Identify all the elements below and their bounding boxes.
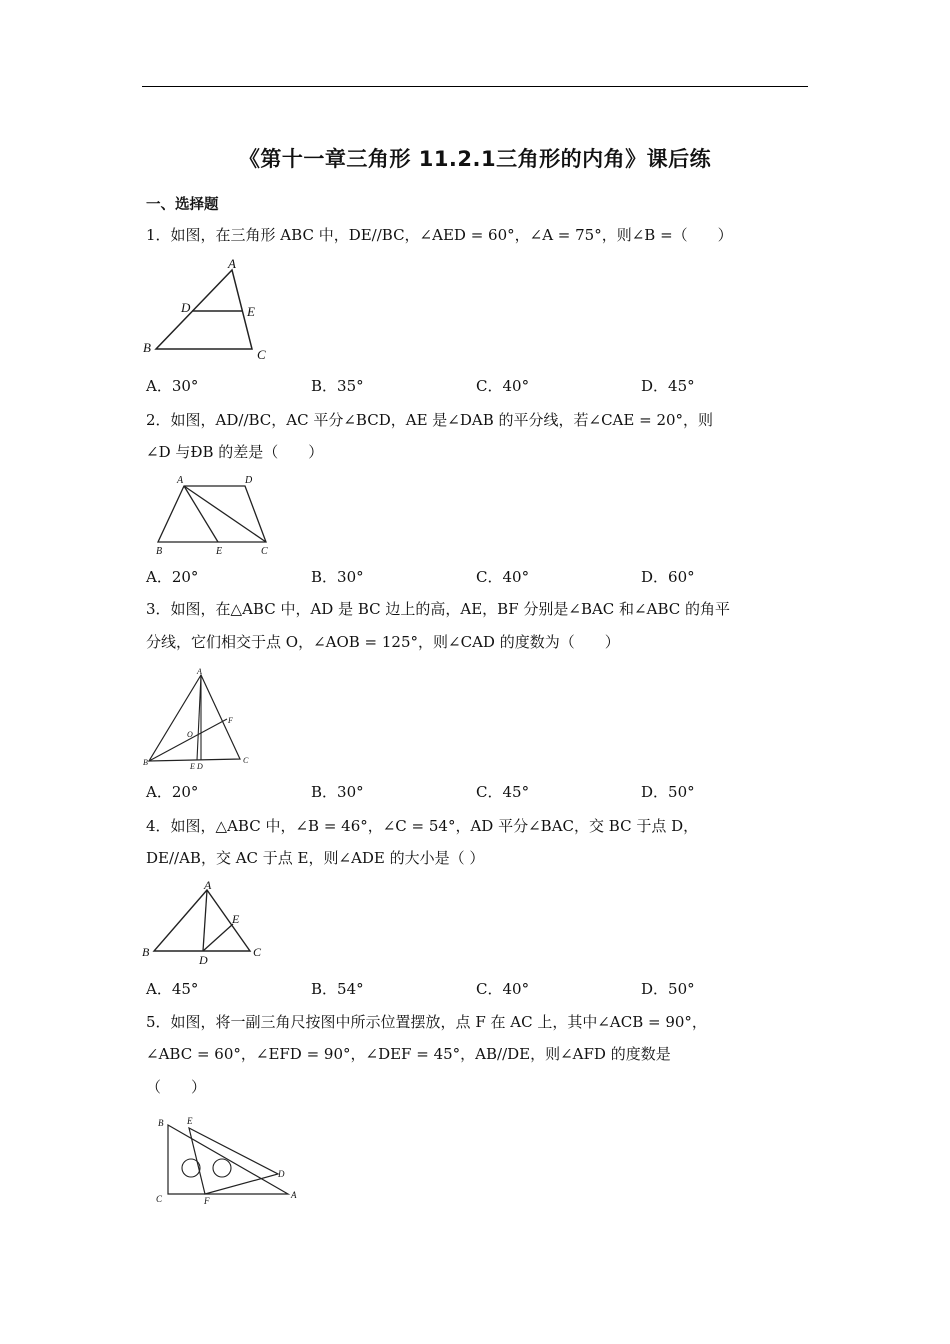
option-d[interactable]: D．45° [641,377,695,395]
question-5-figure [150,1112,305,1212]
option-a[interactable]: A．30° [146,377,199,395]
option-b[interactable]: B．30° [311,568,364,586]
figure-label: F [204,1196,210,1206]
figure-label: E [190,762,195,771]
question-5-text-line-3: （ ） [146,1078,207,1096]
figure-label: D [181,300,191,315]
figure-label: A [291,1190,297,1200]
figure-label: E [187,1116,193,1126]
figure-label: C [257,347,266,362]
section-heading: 一、选择题 [146,197,219,213]
question-3-options [146,781,846,803]
figure-label: E [247,304,255,319]
figure-label: F [228,716,233,725]
question-3-figure [140,666,255,774]
header-rule [142,86,808,87]
figure-label: B [143,758,148,767]
figure-label: B [158,1118,164,1128]
figure-label: A [177,475,184,486]
question-3-text-line-1: 3．如图，在△ABC 中，AD 是 BC 边上的高，AE，BF 分别是∠BAC 和∠ABC 的角平 [146,600,730,618]
figure-label: E [216,546,223,557]
figure-label: D [197,762,203,771]
figure-label: C [243,756,249,765]
figure-label: A [197,667,202,676]
option-c[interactable]: C．40° [476,980,530,998]
question-1-options [146,375,846,397]
figure-label: E [232,912,240,926]
figure-label: B [143,340,151,355]
figure-label: O [187,730,193,739]
option-b[interactable]: B．35° [311,377,364,395]
option-c[interactable]: C．40° [476,568,530,586]
question-4-text-line-2: DE//AB，交 AC 于点 E，则∠ADE 的大小是（ ） [146,849,485,867]
option-b[interactable]: B．54° [311,980,364,998]
question-2-text-line-1: 2．如图，AD//BC，AC 平分∠BCD，AE 是∠DAB 的平分线，若∠CAE = 20°，则 [146,411,714,429]
figure-label: B [156,546,163,557]
figure-label: A [228,256,236,271]
option-b[interactable]: B．30° [311,783,364,801]
figure-label: B [142,945,150,959]
option-c[interactable]: C．40° [476,377,530,395]
question-4-options [146,978,846,1000]
page-title: 《第十一章三角形 11.2.1三角形的内角》课后练 [238,147,712,171]
question-2-options [146,566,846,588]
question-5-text-line-2: ∠ABC = 60°，∠EFD = 90°，∠DEF = 45°，AB//DE，则∠AFD 的度数是 [146,1045,671,1063]
option-d[interactable]: D．50° [641,783,695,801]
figure-label: D [199,953,208,967]
question-4-text-line-1: 4．如图，△ABC 中，∠B = 46°，∠C = 54°，AD 平分∠BAC，交 BC 于点 D， [146,817,699,835]
option-d[interactable]: D．50° [641,980,695,998]
figure-label: C [253,945,262,959]
question-2-text-line-2: ∠D 与ÐB 的差是（ ） [146,443,324,461]
option-a[interactable]: A．45° [146,980,199,998]
option-a[interactable]: A．20° [146,783,199,801]
option-c[interactable]: C．45° [476,783,530,801]
figure-label: C [261,546,268,557]
question-3-text-line-2: 分线，它们相交于点 O，∠AOB = 125°，则∠CAD 的度数为（ ） [146,633,620,651]
question-1-text: 1．如图，在三角形 ABC 中，DE//BC，∠AED = 60°，∠A = 75°，则∠B =（ ） [146,226,733,244]
question-1-figure [140,255,275,365]
question-5-text-line-1: 5．如图，将一副三角尺按图中所示位置摆放，点 F 在 AC 上，其中∠ACB = 90°， [146,1013,707,1031]
question-4-figure [140,878,270,968]
question-2-figure [150,472,275,560]
option-a[interactable]: A．20° [146,568,199,586]
figure-label: A [204,878,212,892]
figure-label: D [245,475,253,486]
figure-label: C [156,1194,163,1204]
option-d[interactable]: D．60° [641,568,695,586]
figure-label: D [278,1169,285,1179]
